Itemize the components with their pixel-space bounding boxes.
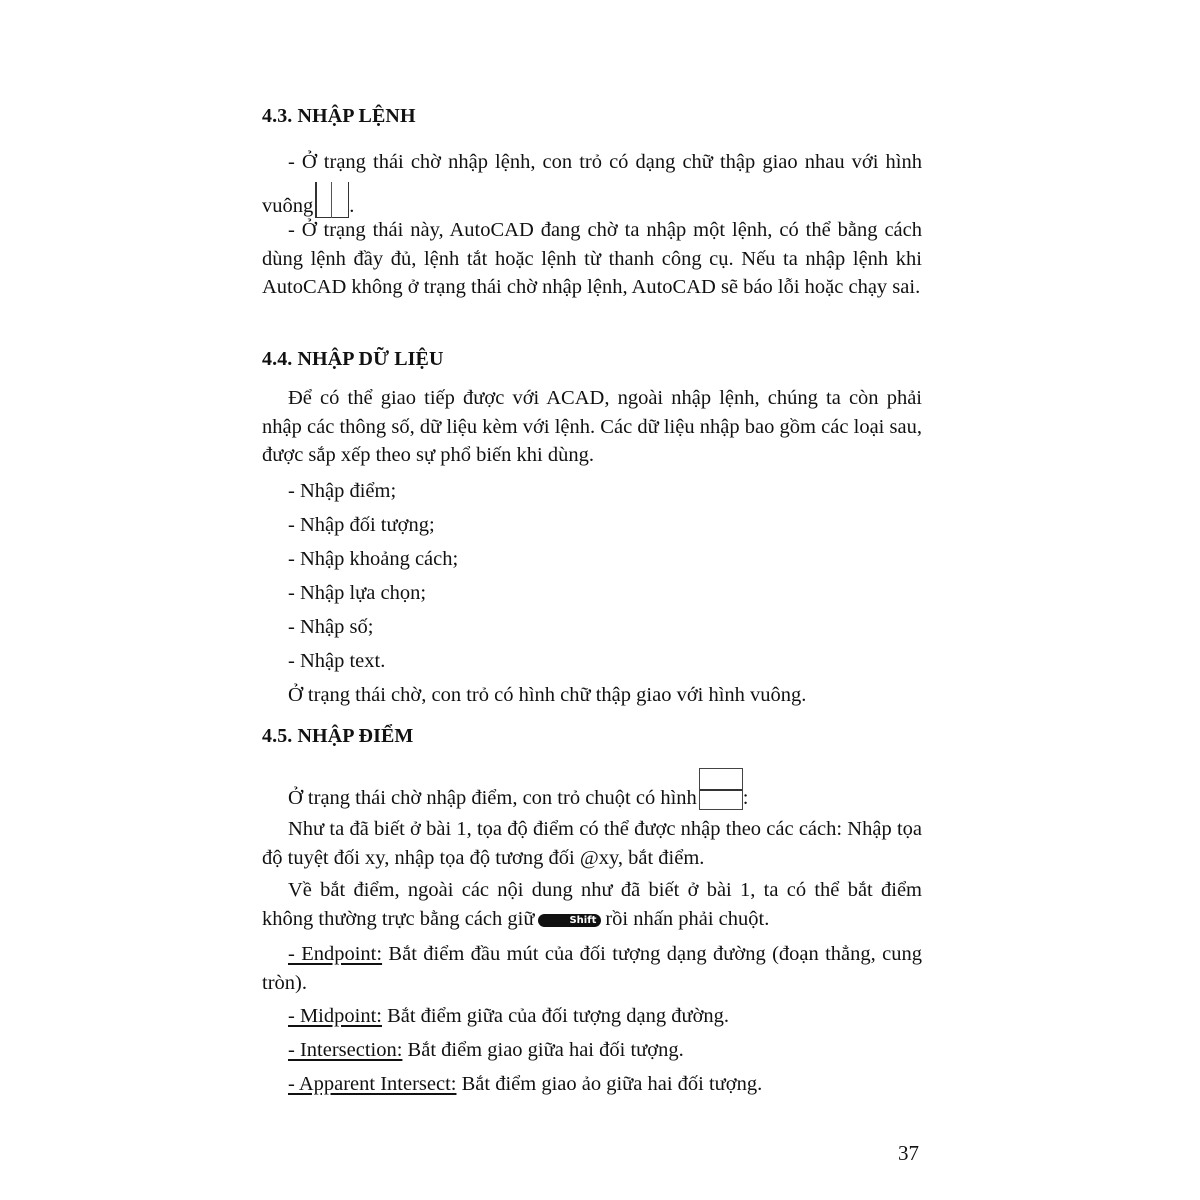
snap-midpoint [262,1002,922,1031]
heading-4-3: 4.3. NHẬP LỆNH [262,105,416,127]
snap-intersection [262,1036,922,1065]
heading-4-4: 4.4. NHẬP DỮ LIỆU [262,348,444,370]
input-types-list [262,474,922,712]
heading-4-5: 4.5. NHẬP ĐIỂM [262,725,414,747]
crosshair-square-cursor-icon [315,182,349,218]
closing-line: Ở trạng thái chờ, con trỏ có hình chữ thập giao với hình vuông. [288,684,807,706]
snap-endpoint [262,940,922,998]
paragraph-4-4-intro: Để có thể giao tiếp được với ACAD, ngoài nhập lệnh, chúng ta còn phải nhập các thông số, dữ liệu kèm với lệnh. Các dữ liệu nhập bao gồm các loại sau, được sắp xếp theo sự phổ biến khi dùng. [262,387,922,466]
paragraph-4-3-1 [262,142,922,226]
snap-term: - Apparent Intersect: [288,1073,457,1095]
snap-desc: Bắt điểm giao ảo giữa hai đối tượng. [456,1073,763,1095]
paragraph-text: - Ở trạng thái chờ nhập lệnh, con trỏ có dạng chữ thập giao nhau với hình vuông [262,151,922,217]
snap-desc: Bắt điểm đầu mút của đối tượng dạng đường (đoạn thẳng, cung tròn). [262,943,923,994]
snap-term: - Midpoint: [288,1005,382,1027]
list-item: - Nhập số; [288,616,374,638]
paragraph-4-5-3 [262,876,922,934]
list-item: - Nhập điểm; [288,480,397,502]
punctuation: . [349,195,355,217]
snap-term: - Intersection: [288,1039,403,1061]
paragraph-text: Ở trạng thái chờ nhập điểm, con trỏ chuột có hình [288,787,697,809]
paragraph-text: rồi nhấn phải chuột. [605,908,770,930]
snap-term: - Endpoint: [288,943,383,965]
paragraph-4-5-2: Như ta đã biết ở bài 1, tọa độ điểm có thể được nhập theo các cách: Nhập tọa độ tuyệt đối xy, nhập tọa độ tương đối @xy, bắt điểm. [262,818,922,869]
punctuation: : [742,787,749,809]
pick-point-cursor-icon [699,768,743,810]
snap-apparent-intersect [262,1070,922,1099]
snap-desc: Bắt điểm giao giữa hai đối tượng. [402,1039,684,1061]
list-item: - Nhập text. [288,650,386,672]
paragraph-4-3-2: - Ở trạng thái này, AutoCAD đang chờ ta nhập một lệnh, có thể bằng cách dùng lệnh đầy đủ, lệnh tắt hoặc lệnh từ thanh công cụ. Nếu ta nhập lệnh khi AutoCAD không ở trạng thái chờ nhập lệnh, AutoCAD sẽ báo lỗi hoặc chạy sai. [262,219,922,298]
paragraph-text: Về bắt điểm, ngoài các nội dung như đã biết ở bài 1, ta có thể bắt điểm không thường trực bằng cách giữ [262,879,922,930]
page-number: 37 [898,1141,919,1165]
list-item: - Nhập lựa chọn; [288,582,427,604]
shift-key-icon: Shift [538,914,601,927]
snap-desc: Bắt điểm giữa của đối tượng dạng đường. [381,1005,730,1027]
paragraph-4-5-1 [262,768,922,818]
list-item: - Nhập khoảng cách; [288,548,459,570]
list-item: - Nhập đối tượng; [288,514,435,536]
